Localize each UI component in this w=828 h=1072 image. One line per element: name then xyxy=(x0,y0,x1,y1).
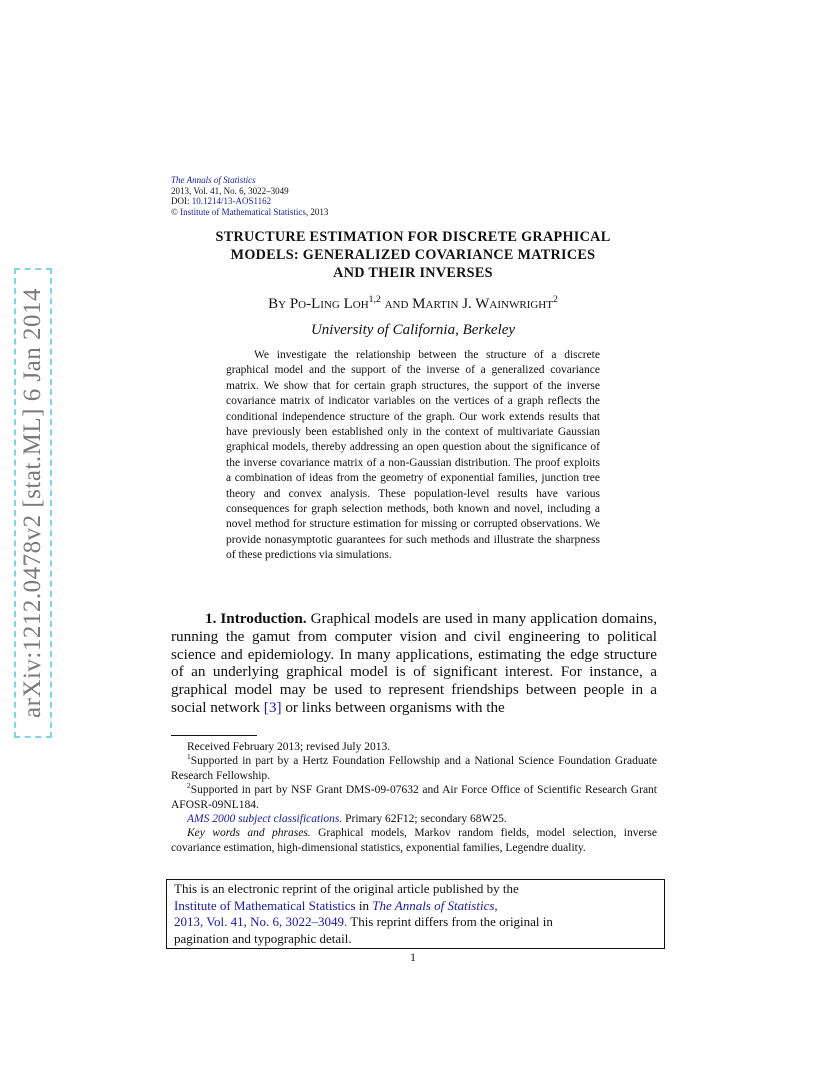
footnotes xyxy=(171,740,657,855)
doi-line xyxy=(171,196,328,207)
author-2-affil-marks: 2 xyxy=(552,294,558,305)
ims-link[interactable]: Institute of Mathematical Statistics xyxy=(180,206,306,217)
authors xyxy=(150,296,676,313)
copyright-symbol: © xyxy=(171,206,178,217)
footnote-2-text: Supported in part by NSF Grant DMS-09-07632 and Air Force Office of Scientific Research Grant AFOSR-09NL184. xyxy=(171,784,657,811)
intro-text: Graphical models are used in many application domains, running the gamut from computer vision and civil engineering to political science and epidemiology. In many applications, estimating the edge structure of an underlying graphical model is of significant interest. For instance, a graphical model may be used to represent friendships between people in a social network xyxy=(171,610,657,716)
citation-link[interactable]: [3] xyxy=(263,698,282,716)
reprint-journal-link[interactable]: The Annals of Statistics xyxy=(372,897,495,913)
footnote-2 xyxy=(171,783,657,812)
ams-link[interactable]: AMS 2000 subject classifications. xyxy=(187,813,343,826)
reprint-citation-link[interactable]: 2013, Vol. 41, No. 6, 3022–3049. xyxy=(174,914,348,930)
copyright-year: , 2013 xyxy=(305,206,329,217)
arxiv-identifier: arXiv:1212.0478v2 [stat.ML] 6 Jan 2014 xyxy=(19,287,46,719)
footnote-1 xyxy=(171,754,657,783)
footnote-1-text: Supported in part by a Hertz Foundation Fellowship and a National Science Foundation Graduate Research Fellowship. xyxy=(171,755,657,782)
by-word: By xyxy=(268,296,287,312)
title-line-1: STRUCTURE ESTIMATION FOR DISCRETE GRAPHICAL xyxy=(215,229,611,245)
reprint-line-4: pagination and typographic detail. xyxy=(174,930,352,946)
title-line-2: MODELS: GENERALIZED COVARIANCE MATRICES xyxy=(230,247,596,263)
title-line-3: AND THEIR INVERSES xyxy=(333,265,493,281)
footnote-1-mark: 1 xyxy=(187,752,191,762)
keywords-text: Graphical models, Markov random fields, model selection, inverse covariance estimation, high-dimensional statistics, exponential families, Legendre duality. xyxy=(171,827,657,854)
arxiv-stamp xyxy=(14,268,52,738)
footnote-2-mark: 2 xyxy=(187,781,191,791)
intro-text-continued: or links between organisms with the xyxy=(285,698,505,716)
author-1-affil-marks: 1,2 xyxy=(368,294,381,305)
volume-line: 2013, Vol. 41, No. 6, 3022–3049 xyxy=(171,185,289,196)
keywords-label: Key words and phrases. xyxy=(187,827,311,840)
introduction-paragraph xyxy=(171,610,657,717)
keywords xyxy=(171,826,657,855)
reprint-in-word: in xyxy=(358,897,369,913)
received-note: Received February 2013; revised July 2013. xyxy=(187,741,391,753)
journal-name-link[interactable]: The Annals of Statistics xyxy=(171,175,256,185)
affiliation: University of California, Berkeley xyxy=(310,322,516,338)
paper-title xyxy=(150,228,676,282)
author-1: Po-Ling Loh xyxy=(289,296,369,312)
page-number: 1 xyxy=(410,950,416,964)
doi-prefix: DOI: xyxy=(171,196,190,206)
reprint-notice xyxy=(166,879,665,949)
journal-info xyxy=(171,175,328,217)
reprint-line-2: Institute of Mathematical Statistics in The Annals of Statistics, xyxy=(174,897,498,913)
author-2: Martin J. Wainwright xyxy=(412,296,553,312)
section-heading: 1. Introduction. xyxy=(205,610,307,627)
footnote-rule xyxy=(171,735,257,736)
copyright-line xyxy=(171,207,328,218)
reprint-differs-text: This reprint differs from the original in xyxy=(350,914,553,930)
ams-text: Primary 62F12; secondary 68W25. xyxy=(345,813,507,826)
reprint-line-3 xyxy=(174,914,657,931)
reprint-ims-link[interactable]: Institute of Mathematical Statistics xyxy=(174,897,356,913)
doi-link[interactable]: 10.1214/13-AOS1162 xyxy=(191,196,272,206)
ams-classification xyxy=(171,812,657,826)
abstract: We investigate the relationship between the structure of a discrete graphical model and the support of the inverse of a generalized covariance matrix. We show that for certain graph structures, the support of the inverse covariance matrix of indicator variables on the vertices of a graph reflects the conditional independence structure of the graph. Our work extends results that have previously been established only in the context of multivariate Gaussian graphical models, thereby addressing an open question about the significance of the inverse covariance matrix of a non-Gaussian distribution. The proof exploits a combination of ideas from the geometry of exponential families, junction tree theory and convex analysis. These population-level results have various consequences for graph selection methods, both known and novel, including a novel method for structure estimation for missing or corrupted observations. We provide nonasymptotic guarantees for such methods and illustrate the sharpness of these predictions via simulations. xyxy=(226,349,600,562)
reprint-line-1: This is an electronic reprint of the original article published by the xyxy=(174,881,519,896)
and-word: and xyxy=(384,296,409,312)
